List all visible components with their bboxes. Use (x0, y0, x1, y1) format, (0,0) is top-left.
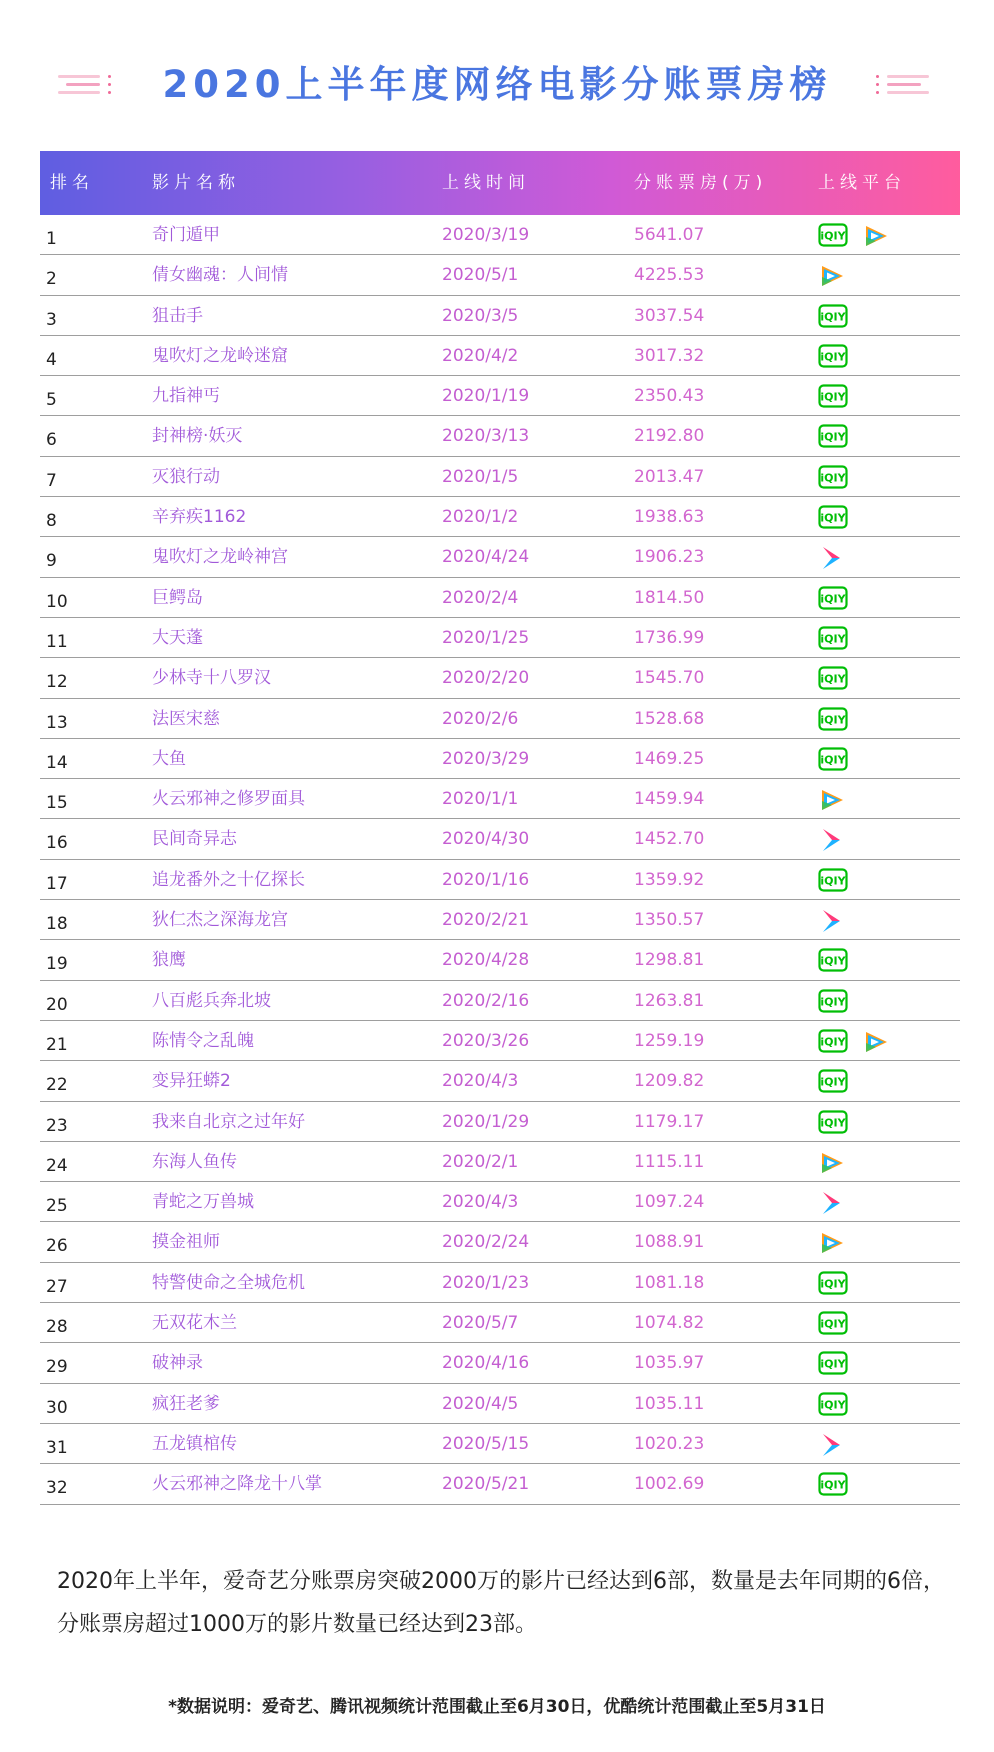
release-date-cell: 2020/4/2 (442, 345, 519, 366)
release-date-cell: 2020/4/30 (442, 829, 530, 850)
table-row (40, 1182, 960, 1222)
table-row (40, 376, 960, 416)
release-date-cell: 2020/3/29 (442, 748, 530, 769)
table-row (40, 1021, 960, 1061)
release-date-cell: 2020/1/23 (442, 1272, 530, 1293)
header-date: 上线时间 (442, 173, 530, 193)
table-header (40, 151, 960, 215)
film-name-cell: 法医宋慈 (152, 708, 220, 729)
svg-text:iQIY: iQIY (820, 1357, 846, 1371)
iqiyi-logo-icon (818, 465, 848, 489)
rank-cell: 32 (46, 1478, 68, 1499)
release-date-cell: 2020/2/21 (442, 910, 530, 931)
rank-cell: 17 (46, 873, 68, 894)
rank-cell: 15 (46, 793, 68, 814)
tencent-logo-icon (862, 1029, 890, 1055)
film-name-cell: 狄仁杰之深海龙宫 (152, 910, 288, 931)
platform-cell (818, 1142, 958, 1182)
film-name-cell: 倩女幽魂：人间情 (152, 265, 288, 286)
box-office-cell: 1263.81 (634, 990, 705, 1011)
platform-cell (818, 900, 958, 940)
release-date-cell: 2020/5/15 (442, 1433, 530, 1454)
title-decoration-right (876, 73, 936, 103)
table-row (40, 416, 960, 456)
release-date-cell: 2020/4/3 (442, 1192, 519, 1213)
tencent-logo-icon (818, 787, 846, 813)
iqiyi-logo-icon (818, 747, 848, 771)
svg-text:iQIY: iQIY (820, 713, 846, 727)
table-row (40, 779, 960, 819)
film-name-cell: 鬼吹灯之龙岭神宫 (152, 547, 288, 568)
svg-text:iQIY: iQIY (820, 954, 846, 968)
box-office-cell: 3017.32 (634, 345, 705, 366)
platform-cell (818, 699, 958, 739)
release-date-cell: 2020/5/1 (442, 265, 519, 286)
release-date-cell: 2020/4/5 (442, 1393, 519, 1414)
table-row (40, 819, 960, 859)
iqiyi-logo-icon (818, 424, 848, 448)
table-row (40, 537, 960, 577)
iqiyi-logo-icon (818, 626, 848, 650)
box-office-cell: 5641.07 (634, 225, 705, 245)
platform-cell (818, 1303, 958, 1343)
youku-logo-icon (818, 908, 844, 934)
table-row (40, 1343, 960, 1383)
svg-text:iQIY: iQIY (820, 1035, 846, 1049)
box-office-cell: 1459.94 (634, 789, 705, 810)
tencent-logo-icon (818, 1150, 846, 1176)
youku-logo-icon (818, 545, 844, 571)
platform-cell (818, 416, 958, 456)
tencent-logo-icon (818, 263, 846, 289)
box-office-cell: 1179.17 (634, 1111, 705, 1132)
iqiyi-logo-icon (818, 344, 848, 368)
table-row (40, 497, 960, 537)
rank-cell: 8 (46, 511, 57, 532)
platform-cell (818, 1061, 958, 1101)
table-row (40, 699, 960, 739)
release-date-cell: 2020/4/28 (442, 950, 530, 971)
iqiyi-logo-icon (818, 1392, 848, 1416)
header-name: 影片名称 (152, 173, 240, 193)
platform-cell (818, 1263, 958, 1303)
iqiyi-logo-icon (818, 1069, 848, 1093)
youku-logo-icon (818, 1190, 844, 1216)
rank-cell: 6 (46, 430, 57, 451)
table-body (40, 215, 960, 1505)
rank-cell: 25 (46, 1196, 68, 1217)
table-row (40, 940, 960, 980)
table-row (40, 1263, 960, 1303)
film-name-cell: 变异狂蟒2 (152, 1071, 231, 1092)
film-name-cell: 巨鳄岛 (152, 587, 203, 608)
box-office-cell: 1298.81 (634, 950, 705, 971)
platform-cell (818, 215, 958, 255)
rank-cell: 31 (46, 1437, 68, 1458)
box-office-cell: 1259.19 (634, 1030, 705, 1051)
rank-cell: 4 (46, 349, 57, 370)
release-date-cell: 2020/2/16 (442, 990, 530, 1011)
svg-text:iQIY: iQIY (820, 1075, 846, 1089)
platform-cell (818, 1343, 958, 1383)
film-name-cell: 民间奇异志 (152, 829, 237, 850)
box-office-cell: 1002.69 (634, 1474, 705, 1495)
rank-cell: 7 (46, 470, 57, 491)
platform-cell (818, 497, 958, 537)
release-date-cell: 2020/2/1 (442, 1151, 519, 1172)
box-office-cell: 3037.54 (634, 305, 705, 326)
platform-cell (818, 819, 958, 859)
rank-cell: 19 (46, 954, 68, 975)
page-title: 2020上半年度网络电影分账票房榜 (162, 63, 832, 106)
rank-cell: 23 (46, 1115, 68, 1136)
box-office-cell: 2350.43 (634, 386, 705, 407)
header-box-office: 分账票房(万) (634, 173, 768, 193)
platform-cell (818, 658, 958, 698)
iqiyi-logo-icon (818, 868, 848, 892)
release-date-cell: 2020/5/7 (442, 1313, 519, 1334)
film-name-cell: 特警使命之全城危机 (152, 1272, 305, 1293)
svg-text:iQIY: iQIY (820, 995, 846, 1009)
svg-text:iQIY: iQIY (820, 430, 846, 444)
film-name-cell: 陈情令之乱魄 (152, 1030, 254, 1051)
table-row (40, 578, 960, 618)
box-office-cell: 1074.82 (634, 1313, 705, 1334)
platform-cell (818, 255, 958, 295)
svg-text:iQIY: iQIY (820, 511, 846, 525)
title-bar (0, 55, 994, 115)
iqiyi-logo-icon (818, 505, 848, 529)
film-name-cell: 火云邪神之降龙十八掌 (152, 1474, 322, 1495)
table-row (40, 1424, 960, 1464)
box-office-cell: 1020.23 (634, 1433, 705, 1454)
film-name-cell: 鬼吹灯之龙岭迷窟 (152, 345, 288, 366)
svg-text:iQIY: iQIY (820, 672, 846, 686)
film-name-cell: 东海人鱼传 (152, 1151, 237, 1172)
table-row (40, 860, 960, 900)
tencent-logo-icon (862, 223, 890, 249)
release-date-cell: 2020/3/13 (442, 426, 530, 447)
table-row (40, 1222, 960, 1262)
film-name-cell: 辛弃疾1162 (152, 507, 247, 528)
film-name-cell: 五龙镇棺传 (152, 1433, 237, 1454)
platform-cell (818, 618, 958, 658)
platform-cell (818, 1102, 958, 1142)
iqiyi-logo-icon (818, 586, 848, 610)
release-date-cell: 2020/1/2 (442, 507, 519, 528)
table-row (40, 215, 960, 255)
box-office-cell: 1209.82 (634, 1071, 705, 1092)
platform-cell (818, 296, 958, 336)
platform-cell (818, 860, 958, 900)
svg-text:iQIY: iQIY (820, 592, 846, 606)
data-note: *数据说明：爱奇艺、腾讯视频统计范围截止至6月30日，优酷统计范围截止至5月31日 (168, 1697, 826, 1717)
rank-cell: 24 (46, 1155, 68, 1176)
table-row (40, 296, 960, 336)
box-office-cell: 1736.99 (634, 627, 705, 648)
table-row (40, 1142, 960, 1182)
iqiyi-logo-icon (818, 384, 848, 408)
rank-cell: 3 (46, 309, 57, 330)
rank-cell: 26 (46, 1236, 68, 1257)
iqiyi-logo-icon (818, 1311, 848, 1335)
rank-cell: 9 (46, 551, 57, 572)
iqiyi-logo-icon (818, 223, 848, 247)
svg-text:iQIY: iQIY (820, 310, 846, 324)
table-row (40, 658, 960, 698)
film-name-cell: 九指神丐 (152, 386, 220, 407)
release-date-cell: 2020/5/21 (442, 1474, 530, 1495)
youku-logo-icon (818, 1432, 844, 1458)
svg-text:iQIY: iQIY (820, 753, 846, 767)
rank-cell: 10 (46, 591, 68, 612)
box-office-cell: 1097.24 (634, 1192, 705, 1213)
table-row (40, 739, 960, 779)
rank-cell: 2 (46, 269, 57, 290)
film-name-cell: 青蛇之万兽城 (152, 1192, 254, 1213)
film-name-cell: 封神榜·妖灭 (152, 426, 243, 447)
film-name-cell: 无双花木兰 (152, 1313, 237, 1334)
platform-cell (818, 739, 958, 779)
box-office-cell: 1906.23 (634, 547, 705, 568)
platform-cell (818, 981, 958, 1021)
release-date-cell: 2020/1/19 (442, 386, 530, 407)
release-date-cell: 2020/3/19 (442, 225, 530, 245)
box-office-cell: 4225.53 (634, 265, 705, 286)
header-platform: 上线平台 (818, 173, 906, 193)
box-office-cell: 1081.18 (634, 1272, 705, 1293)
platform-cell (818, 1222, 958, 1262)
release-date-cell: 2020/2/6 (442, 708, 519, 729)
box-office-cell: 2192.80 (634, 426, 705, 447)
rank-cell: 13 (46, 712, 68, 733)
film-name-cell: 疯狂老爹 (152, 1393, 220, 1414)
film-name-cell: 狙击手 (152, 305, 203, 326)
table-row (40, 1384, 960, 1424)
platform-cell (818, 457, 958, 497)
iqiyi-logo-icon (818, 989, 848, 1013)
svg-text:iQIY: iQIY (820, 229, 846, 243)
rank-cell: 14 (46, 752, 68, 773)
iqiyi-logo-icon (818, 1110, 848, 1134)
box-office-cell: 1469.25 (634, 748, 705, 769)
film-name-cell: 灭狼行动 (152, 466, 220, 487)
ranking-table (40, 151, 960, 1505)
box-office-cell: 1545.70 (634, 668, 705, 689)
film-name-cell: 狼鹰 (152, 950, 186, 971)
svg-text:iQIY: iQIY (820, 632, 846, 646)
release-date-cell: 2020/2/20 (442, 668, 530, 689)
rank-cell: 1 (46, 229, 57, 249)
platform-cell (818, 1464, 958, 1504)
tencent-logo-icon (818, 1230, 846, 1256)
table-row (40, 900, 960, 940)
iqiyi-logo-icon (818, 666, 848, 690)
rank-cell: 30 (46, 1397, 68, 1418)
film-name-cell: 摸金祖师 (152, 1232, 220, 1253)
release-date-cell: 2020/3/26 (442, 1030, 530, 1051)
release-date-cell: 2020/4/3 (442, 1071, 519, 1092)
box-office-cell: 1035.97 (634, 1353, 705, 1374)
film-name-cell: 火云邪神之修罗面具 (152, 789, 305, 810)
box-office-cell: 2013.47 (634, 466, 705, 487)
platform-cell (818, 940, 958, 980)
film-name-cell: 破神录 (152, 1353, 203, 1374)
box-office-cell: 1814.50 (634, 587, 705, 608)
rank-cell: 29 (46, 1357, 68, 1378)
platform-cell (818, 336, 958, 376)
rank-cell: 18 (46, 914, 68, 935)
release-date-cell: 2020/4/24 (442, 547, 530, 568)
table-row (40, 1303, 960, 1343)
iqiyi-logo-icon (818, 948, 848, 972)
svg-text:iQIY: iQIY (820, 1317, 846, 1331)
svg-text:iQIY: iQIY (820, 1478, 846, 1492)
table-row (40, 618, 960, 658)
platform-cell (818, 1424, 958, 1464)
platform-cell (818, 1384, 958, 1424)
release-date-cell: 2020/3/5 (442, 305, 519, 326)
table-row (40, 981, 960, 1021)
svg-text:iQIY: iQIY (820, 390, 846, 404)
rank-cell: 16 (46, 833, 68, 854)
svg-text:iQIY: iQIY (820, 1277, 846, 1291)
film-name-cell: 大天蓬 (152, 627, 203, 648)
iqiyi-logo-icon (818, 304, 848, 328)
summary-text: 2020年上半年，爱奇艺分账票房突破2000万的影片已经达到6部，数量是去年同期的6倍，分账票房超过1000万的影片数量已经达到23部。 (57, 1569, 945, 1637)
release-date-cell: 2020/2/24 (442, 1232, 530, 1253)
release-date-cell: 2020/1/5 (442, 466, 519, 487)
rank-cell: 12 (46, 672, 68, 693)
box-office-cell: 1359.92 (634, 869, 705, 890)
table-row (40, 255, 960, 295)
youku-logo-icon (818, 827, 844, 853)
table-row (40, 1061, 960, 1101)
release-date-cell: 2020/2/4 (442, 587, 519, 608)
release-date-cell: 2020/4/16 (442, 1353, 530, 1374)
platform-cell (818, 1182, 958, 1222)
box-office-cell: 1452.70 (634, 829, 705, 850)
platform-cell (818, 537, 958, 577)
rank-cell: 27 (46, 1276, 68, 1297)
box-office-cell: 1938.63 (634, 507, 705, 528)
platform-cell (818, 1021, 958, 1061)
box-office-cell: 1350.57 (634, 910, 705, 931)
platform-cell (818, 578, 958, 618)
release-date-cell: 2020/1/25 (442, 627, 530, 648)
film-name-cell: 少林寺十八罗汉 (152, 668, 271, 689)
rank-cell: 20 (46, 994, 68, 1015)
platform-cell (818, 376, 958, 416)
iqiyi-logo-icon (818, 1029, 848, 1053)
rank-cell: 21 (46, 1034, 68, 1055)
rank-cell: 11 (46, 631, 68, 652)
svg-text:iQIY: iQIY (820, 471, 846, 485)
film-name-cell: 追龙番外之十亿探长 (152, 869, 305, 890)
iqiyi-logo-icon (818, 1271, 848, 1295)
svg-text:iQIY: iQIY (820, 350, 846, 364)
release-date-cell: 2020/1/29 (442, 1111, 530, 1132)
svg-text:iQIY: iQIY (820, 1398, 846, 1412)
film-name-cell: 我来自北京之过年好 (152, 1111, 305, 1132)
box-office-cell: 1528.68 (634, 708, 705, 729)
iqiyi-logo-icon (818, 707, 848, 731)
box-office-cell: 1035.11 (634, 1393, 705, 1414)
header-rank: 排名 (50, 173, 94, 193)
box-office-cell: 1088.91 (634, 1232, 705, 1253)
box-office-cell: 1115.11 (634, 1151, 705, 1172)
film-name-cell: 奇门遁甲 (152, 225, 220, 245)
table-row (40, 457, 960, 497)
rank-cell: 5 (46, 390, 57, 411)
release-date-cell: 2020/1/1 (442, 789, 519, 810)
rank-cell: 22 (46, 1075, 68, 1096)
table-row (40, 336, 960, 376)
svg-text:iQIY: iQIY (820, 874, 846, 888)
release-date-cell: 2020/1/16 (442, 869, 530, 890)
table-row (40, 1464, 960, 1504)
svg-text:iQIY: iQIY (820, 1116, 846, 1130)
iqiyi-logo-icon (818, 1351, 848, 1375)
platform-cell (818, 779, 958, 819)
rank-cell: 28 (46, 1317, 68, 1338)
film-name-cell: 八百彪兵奔北坡 (152, 990, 271, 1011)
table-row (40, 1102, 960, 1142)
film-name-cell: 大鱼 (152, 748, 186, 769)
iqiyi-logo-icon (818, 1472, 848, 1496)
